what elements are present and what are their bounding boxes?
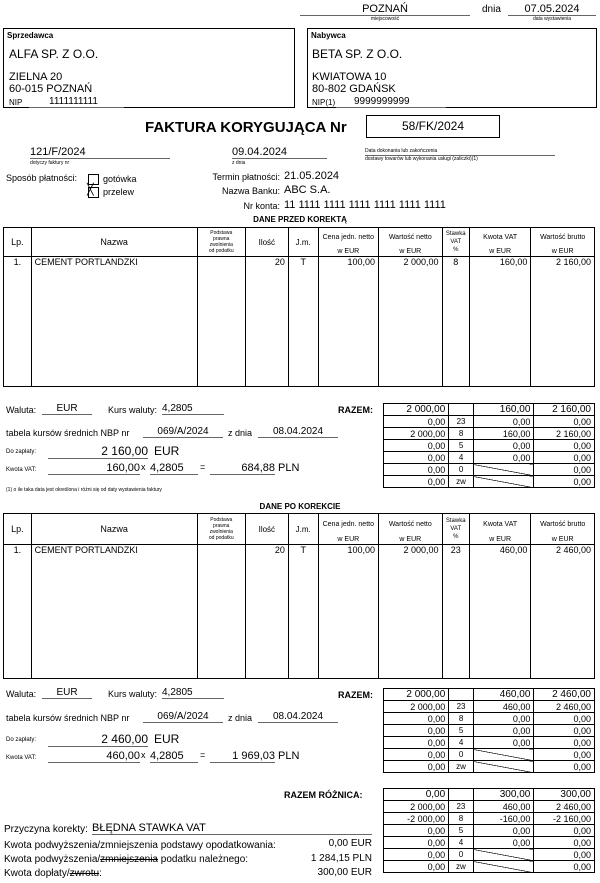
summary-cell-rate: 23 [449,801,474,813]
after-currency-label: Waluta: [6,689,37,699]
transfer-label: przelew [103,187,135,197]
row-lp: 1. [4,545,32,679]
summary-row [384,825,595,837]
difference-breakdown [384,801,595,873]
row-basis [197,257,245,387]
summary-cell-rate: 5 [449,440,474,452]
summary-row [384,416,595,428]
summary-cell-gross: 0,00 [534,849,595,861]
summary-row [384,861,595,873]
row-rate: 23 [442,545,469,679]
summary-cell-rate: 8 [449,428,474,440]
summary-cell-gross: 2 460,00 [534,701,595,713]
before-breakdown [384,416,595,488]
row-price: 100,00 [318,257,378,387]
payment-change-value: 300,00 EUR [317,867,372,878]
summary-cell-net: 0,00 [384,837,449,849]
row-gross: 2 160,00 [531,257,595,387]
after-x-sign: x [141,750,146,760]
summary-cell-gross: 0,00 [534,761,595,773]
buyer-nip-label: NIP(1) [312,98,336,107]
summary-cell-vat [473,464,534,476]
summary-row [384,713,595,725]
payment-change-label: Kwota dopłaty/zwrotu: [4,868,102,879]
summary-cell-rate: 8 [449,713,474,725]
summary-cell-net: 2 000,00 [384,701,449,713]
account-number: 11 1111 1111 1111 1111 1111 1111 [284,199,446,211]
row-rate: 8 [442,257,469,387]
before-vat-label: Kwota VAT: [6,467,37,473]
summary-cell-net: 0,00 [384,825,449,837]
col-name: Nazwa [31,228,197,257]
summary-cell-vat [473,749,534,761]
ref-invoice-number: 121/F/2024 [30,146,170,159]
before-currency-label: Waluta: [6,405,37,415]
summary-cell-rate: 5 [449,725,474,737]
cur-gross: w EUR [531,248,595,257]
ref-date-caption: z dnia [232,160,246,166]
after-vat-label: Kwota VAT: [6,755,37,761]
seller-label: Sprzedawca [7,31,54,40]
before-fx-rate: 4,2805 [162,403,224,415]
summary-cell-vat: 160,00 [473,428,534,440]
before-rate-label: Kurs waluty: [108,405,158,415]
after-pln: PLN [278,750,300,762]
summary-cell-rate: 4 [449,837,474,849]
after-nbp-label: tabela kursów średnich NBP nr [6,713,130,723]
summary-cell-rate: 0 [449,749,474,761]
col-rate: Stawka VAT % [442,228,469,257]
summary-cell-vat: 460,00 [473,801,534,813]
seller-name: ALFA SP. Z O.O. [9,47,99,61]
issue-place: POZNAŃ [300,3,470,16]
summary-total-row: 2 000,00 160,00 2 160,00 [384,404,595,416]
summary-cell-vat: -160,00 [473,813,534,825]
summary-row [384,464,595,476]
summary-cell-net: 2 000,00 [384,428,449,440]
summary-cell-rate: 0 [449,464,474,476]
cur-vat: w EUR [469,248,530,257]
summary-row [384,440,595,452]
after-to-pay: 2 460,00 [48,732,148,747]
row-net: 2 000,00 [379,545,443,679]
buyer-nip: 9999999999 [336,96,446,108]
summary-row [384,428,595,440]
tax-change-label: Kwota podwyższenia/zmniejszenia podatku należnego: [4,854,249,865]
base-change-label: Kwota podwyższenia/zmniejszenia podstawy opodatkowania: [4,840,276,851]
row-qty: 20 [245,257,288,387]
summary-cell-vat: 0,00 [473,737,534,749]
reason-value: BŁĘDNA STAWKA VAT [92,822,372,835]
before-vat-amount: 160,00 [48,462,140,475]
summary-cell-rate: zw [449,476,474,488]
items-table-before [3,227,595,387]
row-unit: T [288,545,318,679]
summary-cell-net: 0,00 [384,849,449,861]
row-unit: T [288,257,318,387]
col-net: Wartość netto [379,228,443,248]
summary-cell-rate: 5 [449,825,474,837]
summary-cell-net: 0,00 [384,761,449,773]
transfer-checkmark-icon: ╳ [87,184,94,196]
reason-label: Przyczyna korekty: [4,824,88,835]
section-before-title: DANE PRZED KOREKTĄ [253,215,347,224]
before-nbp-date: 08.04.2024 [258,426,338,438]
before-total-label: RAZEM: [338,405,373,415]
summary-cell-rate: 0 [449,849,474,861]
summary-cell-vat [473,849,534,861]
after-breakdown [384,701,595,773]
summary-cell-gross: 0,00 [534,713,595,725]
summary-cell-net: 0,00 [384,861,449,873]
summary-cell-gross: 0,00 [534,440,595,452]
after-currency: EUR [42,687,92,699]
row-name: CEMENT PORTLANDZKI [31,545,197,679]
summary-cell-net: -2 000,00 [384,813,449,825]
summary-cell-rate: 23 [449,416,474,428]
row-vat: 460,00 [469,545,530,679]
summary-cell-gross: 0,00 [534,464,595,476]
summary-cell-vat: 0,00 [473,713,534,725]
after-to-pay-currency: EUR [154,732,180,746]
summary-row [384,749,595,761]
summary-cell-gross: 0,00 [534,737,595,749]
col-basis: Podstawa prawna zwolnienia od podatku [197,228,245,257]
ref-invoice-date: 09.04.2024 [232,146,327,159]
summary-row [384,761,595,773]
summary-cell-vat: 0,00 [473,725,534,737]
table-row [4,257,595,387]
summary-cell-vat: 0,00 [473,416,534,428]
after-fx-rate: 4,2805 [162,687,224,699]
after-vat-amount: 460,00 [48,750,140,763]
row-lp: 1. [4,257,32,387]
col-price: Cena jedn. netto [318,228,378,248]
row-qty: 20 [245,545,288,679]
row-price: 100,00 [318,545,378,679]
summary-cell-gross: 0,00 [534,725,595,737]
table-row [4,545,595,679]
summary-cell-gross: 2 160,00 [534,428,595,440]
after-nbp-table: 069/A/2024 [143,711,223,723]
summary-cell-net: 0,00 [384,440,449,452]
footnote: (1) o ile taka data jest określona i różni się od daty wystawienia faktury [6,487,162,493]
summary-cell-rate: 4 [449,452,474,464]
summary-row [384,801,595,813]
difference-summary [383,788,595,873]
summary-cell-rate: 8 [449,813,474,825]
summary-cell-rate: zw [449,861,474,873]
row-gross: 2 460,00 [531,545,595,679]
delivery-date-caption-2: dostawy towarów lub wykonania usługi (zaliczki)(1) [365,156,478,162]
issue-date: 07.05.2024 [508,3,596,16]
summary-cell-net: 0,00 [384,725,449,737]
document-number: 58/FK/2024 [366,115,500,138]
summary-row [384,837,595,849]
after-vat-fx-rate: 4,2805 [150,750,198,763]
seller-city: 60-015 POZNAŃ [9,83,93,95]
summary-row [384,737,595,749]
before-vat-fx-rate: 4,2805 [150,462,198,475]
after-total-label: RAZEM: [338,690,373,700]
summary-row [384,849,595,861]
summary-cell-vat [473,761,534,773]
issue-place-caption: miejscowość [370,16,400,22]
payment-term-label: Termin płatności: [212,172,280,182]
base-change-value: 0,00 EUR [328,838,372,849]
seller-nip: 1111111111 [29,96,124,108]
summary-cell-gross: 0,00 [534,452,595,464]
before-summary [383,403,595,488]
col-vat: Kwota VAT [469,228,530,248]
summary-cell-rate: 4 [449,737,474,749]
summary-cell-net: 0,00 [384,464,449,476]
summary-cell-net: 0,00 [384,713,449,725]
after-vat-pln: 1 969,03 [210,750,275,763]
summary-cell-gross: 0,00 [534,476,595,488]
after-nbp-date: 08.04.2024 [258,711,338,723]
col-qty: Ilość [245,228,288,257]
summary-cell-vat: 460,00 [473,701,534,713]
summary-cell-net: 0,00 [384,452,449,464]
delivery-date-caption-1: Data dokonania lub zakończenia [365,148,438,154]
seller-box [3,28,295,108]
buyer-street: KWIATOWA 10 [312,71,387,83]
before-vat-pln: 684,88 [210,462,275,475]
row-basis [197,545,245,679]
summary-row [384,452,595,464]
after-eq-sign: = [200,750,206,760]
summary-cell-gross: -2 160,00 [534,813,595,825]
summary-cell-vat [473,861,534,873]
payment-term: 21.05.2024 [284,170,340,182]
summary-row [384,476,595,488]
row-vat: 160,00 [469,257,530,387]
summary-cell-rate: 23 [449,701,474,713]
summary-cell-gross: 0,00 [534,837,595,849]
summary-total-row: 2 000,00 460,00 2 460,00 [384,689,595,701]
summary-cell-net: 2 000,00 [384,801,449,813]
document-title: FAKTURA KORYGUJĄCA Nr [145,119,347,136]
before-nbp-date-label: z dnia [228,428,253,438]
bank-name: ABC S.A. [284,184,331,196]
summary-cell-net: 0,00 [384,416,449,428]
summary-cell-gross: 0,00 [534,749,595,761]
cur-price: w EUR [318,248,378,257]
summary-row [384,725,595,737]
before-currency: EUR [42,403,92,415]
summary-cell-gross: 0,00 [534,416,595,428]
account-label: Nr konta: [243,201,280,211]
issue-date-caption: data wystawienia [532,16,572,22]
summary-cell-rate: zw [449,761,474,773]
after-nbp-date-label: z dnia [228,713,253,723]
before-pln: PLN [278,462,300,474]
buyer-city: 80-802 GDAŃSK [312,83,396,95]
seller-nip-label: NIP [9,98,23,107]
summary-row [384,813,595,825]
items-table-after: Lp. Nazwa Podstawa prawna zwolnienia od podatku Ilość J.m. Cena jedn. netto Wartość netto Stawka VAT % Kwota VAT Wartość brutto w EUR w EUR w EUR w EUR 1. CEMENT PORTLANDZKI 20 T 100,00 2 000,00 23 460,00 2 460,00 [3,513,595,679]
summary-cell-vat: 0,00 [473,440,534,452]
col-lp: Lp. [4,228,32,257]
summary-cell-net: 0,00 [384,749,449,761]
after-to-pay-label: Do zapłaty: [6,737,37,743]
summary-row [384,701,595,713]
summary-cell-vat: 0,00 [473,837,534,849]
before-to-pay-currency: EUR [154,444,180,458]
buyer-box [307,28,597,108]
row-name: CEMENT PORTLANDZKI [31,257,197,387]
seller-street: ZIELNA 20 [9,71,63,83]
before-x-sign: x [141,462,146,472]
summary-total-row: 0,00 300,00 300,00 [384,789,595,801]
ref-invoice-caption: dotyczy faktury nr [30,160,70,166]
row-net: 2 000,00 [379,257,443,387]
bank-name-label: Nazwa Banku: [221,186,280,196]
summary-cell-vat [473,476,534,488]
col-unit: J.m. [288,228,318,257]
summary-cell-vat: 0,00 [473,825,534,837]
summary-cell-gross: 2 460,00 [534,801,595,813]
before-to-pay-label: Do zapłaty: [6,449,37,455]
buyer-label: Nabywca [311,31,346,40]
col-gross: Wartość brutto [531,228,595,248]
payment-method-label: Sposób płatności: [6,173,78,183]
summary-cell-vat: 0,00 [473,452,534,464]
cur-net: w EUR [379,248,443,257]
before-eq-sign: = [200,462,206,472]
difference-total-label: RAZEM RÓŻNICA: [284,790,363,800]
cash-label: gotówka [103,174,137,184]
section-after-title: DANE PO KOREKCIE [259,502,341,511]
buyer-name: BETA SP. Z O.O. [312,47,403,61]
summary-cell-net: 0,00 [384,737,449,749]
issue-date-label: dnia [482,4,501,15]
summary-cell-gross: 0,00 [534,825,595,837]
before-to-pay: 2 160,00 [48,444,148,459]
summary-cell-net: 0,00 [384,476,449,488]
tax-change-value: 1 284,15 PLN [310,853,372,864]
after-summary [383,688,595,773]
summary-cell-gross: 0,00 [534,861,595,873]
before-nbp-table: 069/A/2024 [143,426,223,438]
before-nbp-label: tabela kursów średnich NBP nr [6,428,130,438]
after-rate-label: Kurs waluty: [108,689,158,699]
